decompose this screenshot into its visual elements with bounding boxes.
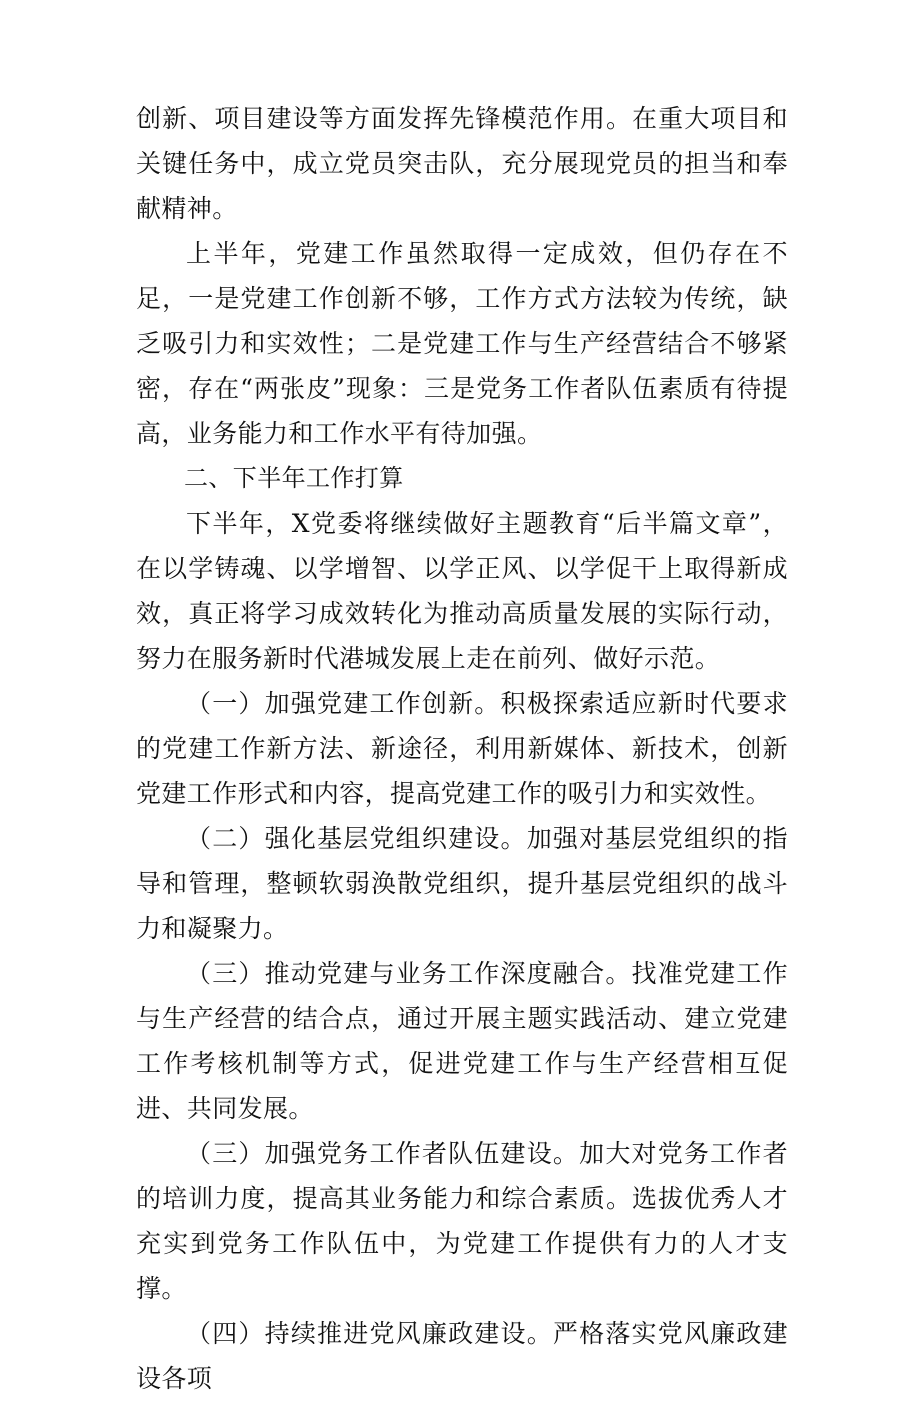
paragraph-continuation: 创新、项目建设等方面发挥先锋模范作用。在重大项目和关键任务中，成立党员突击队，充分展现党员的担当和奉献精神。 bbox=[136, 104, 788, 223]
document-body bbox=[136, 96, 788, 1401]
paragraph-item-1: （一）加强党建工作创新。积极探索适应新时代要求的党建工作新方法、新途径，利用新媒体、新技术，创新党建工作形式和内容，提高党建工作的吸引力和实效性。 bbox=[136, 689, 788, 808]
paragraph-item-4: （四）持续推进党风廉政建设。严格落实党风廉政建设各项 bbox=[136, 1319, 788, 1393]
paragraph-item-3: （三）推动党建与业务工作深度融合。找准党建工作与生产经营的结合点，通过开展主题实践活动、建立党建工作考核机制等方式，促进党建工作与生产经营相互促进、共同发展。 bbox=[136, 959, 788, 1123]
section-heading: 二、下半年工作打算 bbox=[184, 464, 404, 492]
paragraph-second-half-overview: 下半年，X党委将继续做好主题教育“后半篇文章”，在以学铸魂、以学增智、以学正风、以学促干上取得新成效，真正将学习成效转化为推动高质量发展的实际行动，努力在服务新时代港城发展上走在前列、做好示范。 bbox=[136, 509, 788, 673]
paragraph-item-2: （二）强化基层党组织建设。加强对基层党组织的指导和管理，整顿软弱涣散党组织，提升基层党组织的战斗力和凝聚力。 bbox=[136, 824, 788, 943]
paragraph-shortcomings: 上半年，党建工作虽然取得一定成效，但仍存在不足，一是党建工作创新不够，工作方式方法较为传统，缺乏吸引力和实效性；二是党建工作与生产经营结合不够紧密，存在“两张皮”现象：三是党务工作者队伍素质有待提高，业务能力和工作水平有待加强。 bbox=[136, 239, 788, 448]
paragraph-item-3b: （三）加强党务工作者队伍建设。加大对党务工作者的培训力度，提高其业务能力和综合素质。选拔优秀人才充实到党务工作队伍中，为党建工作提供有力的人才支撑。 bbox=[136, 1139, 788, 1303]
